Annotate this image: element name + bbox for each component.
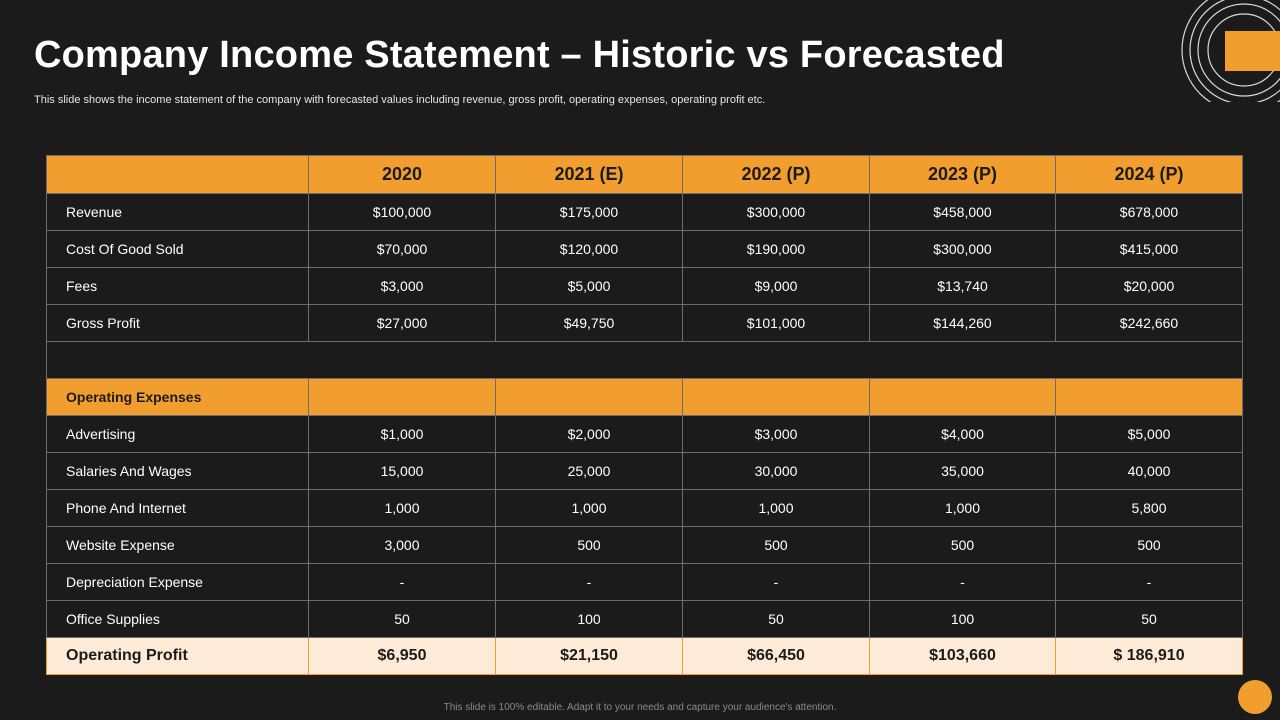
table-row: [47, 601, 1243, 638]
income-statement-table: [46, 155, 1243, 675]
table-cell: 30,000: [683, 453, 870, 490]
table-cell: $20,000: [1056, 268, 1243, 305]
page-title: Company Income Statement – Historic vs Forecasted: [34, 34, 1005, 76]
row-label: Website Expense: [47, 527, 309, 564]
table-cell: $9,000: [683, 268, 870, 305]
accent-dot: [1238, 680, 1272, 714]
table-row: [47, 564, 1243, 601]
table-cell: 40,000: [1056, 453, 1243, 490]
table-cell: $6,950: [309, 638, 496, 675]
table-cell: $103,660: [870, 638, 1056, 675]
table-cell: 25,000: [496, 453, 683, 490]
table-cell: -: [309, 564, 496, 601]
column-header-2023: 2023 (P): [870, 156, 1056, 194]
table-cell: 1,000: [496, 490, 683, 527]
table-cell: 500: [870, 527, 1056, 564]
footer-note: This slide is 100% editable. Adapt it to your needs and capture your audience's attention.: [443, 702, 837, 713]
column-header-2021: 2021 (E): [496, 156, 683, 194]
table-cell: 35,000: [870, 453, 1056, 490]
section-cell: [1056, 379, 1243, 416]
table-row: [47, 194, 1243, 231]
table-cell: 500: [683, 527, 870, 564]
column-header-2022: 2022 (P): [683, 156, 870, 194]
table-cell: $101,000: [683, 305, 870, 342]
table-cell: $300,000: [870, 231, 1056, 268]
table-cell: 5,800: [1056, 490, 1243, 527]
table-row: [47, 305, 1243, 342]
table-cell: 1,000: [683, 490, 870, 527]
row-label: Advertising: [47, 416, 309, 453]
table-cell: $242,660: [1056, 305, 1243, 342]
row-label: Revenue: [47, 194, 309, 231]
section-label: Operating Expenses: [47, 379, 309, 416]
table-cell: 100: [496, 601, 683, 638]
section-header-row: [47, 379, 1243, 416]
table-cell: -: [496, 564, 683, 601]
table-cell: -: [683, 564, 870, 601]
table-cell: 15,000: [309, 453, 496, 490]
page-subtitle: This slide shows the income statement of the company with forecasted values including revenue, gross profit, operating expenses, operating profit etc.: [34, 94, 766, 106]
spacer-row: [47, 342, 1243, 379]
section-cell: [496, 379, 683, 416]
table-cell: $ 186,910: [1056, 638, 1243, 675]
row-label: Office Supplies: [47, 601, 309, 638]
table-row: [47, 527, 1243, 564]
row-label: Depreciation Expense: [47, 564, 309, 601]
table-cell: 50: [309, 601, 496, 638]
table-cell: $4,000: [870, 416, 1056, 453]
column-header-2024: 2024 (P): [1056, 156, 1243, 194]
table-cell: $66,450: [683, 638, 870, 675]
table-row: [47, 268, 1243, 305]
table-cell: 1,000: [309, 490, 496, 527]
section-cell: [309, 379, 496, 416]
table-cell: $415,000: [1056, 231, 1243, 268]
row-label: Operating Profit: [47, 638, 309, 675]
table-row: [47, 416, 1243, 453]
table-cell: 3,000: [309, 527, 496, 564]
table-cell: -: [870, 564, 1056, 601]
column-header-2020: 2020: [309, 156, 496, 194]
table-cell: $49,750: [496, 305, 683, 342]
table-cell: $1,000: [309, 416, 496, 453]
table-cell: $5,000: [496, 268, 683, 305]
table-row: [47, 453, 1243, 490]
table-row: [47, 231, 1243, 268]
section-cell: [683, 379, 870, 416]
table-cell: $458,000: [870, 194, 1056, 231]
table-header-row: [47, 156, 1243, 194]
table-cell: $2,000: [496, 416, 683, 453]
table-cell: $21,150: [496, 638, 683, 675]
table-cell: 100: [870, 601, 1056, 638]
table-cell: 500: [496, 527, 683, 564]
column-header: [47, 156, 309, 194]
table-cell: $144,260: [870, 305, 1056, 342]
table-cell: $27,000: [309, 305, 496, 342]
table-cell: $175,000: [496, 194, 683, 231]
row-label: Phone And Internet: [47, 490, 309, 527]
section-cell: [870, 379, 1056, 416]
table-cell: $70,000: [309, 231, 496, 268]
row-label: Fees: [47, 268, 309, 305]
row-label: Cost Of Good Sold: [47, 231, 309, 268]
table-cell: $678,000: [1056, 194, 1243, 231]
table-cell: $100,000: [309, 194, 496, 231]
table-cell: 50: [1056, 601, 1243, 638]
table-cell: 50: [683, 601, 870, 638]
table-row: [47, 490, 1243, 527]
row-label: Salaries And Wages: [47, 453, 309, 490]
total-row: [47, 638, 1243, 675]
table-cell: $300,000: [683, 194, 870, 231]
table-cell: $3,000: [683, 416, 870, 453]
concentric-circles-decoration: [1180, 0, 1280, 102]
table-cell: $13,740: [870, 268, 1056, 305]
table-cell: 500: [1056, 527, 1243, 564]
table-cell: $5,000: [1056, 416, 1243, 453]
table-cell: $3,000: [309, 268, 496, 305]
table-cell: $120,000: [496, 231, 683, 268]
table-cell: 1,000: [870, 490, 1056, 527]
table-cell: $190,000: [683, 231, 870, 268]
spacer-cell: [47, 342, 1243, 379]
table-cell: -: [1056, 564, 1243, 601]
row-label: Gross Profit: [47, 305, 309, 342]
